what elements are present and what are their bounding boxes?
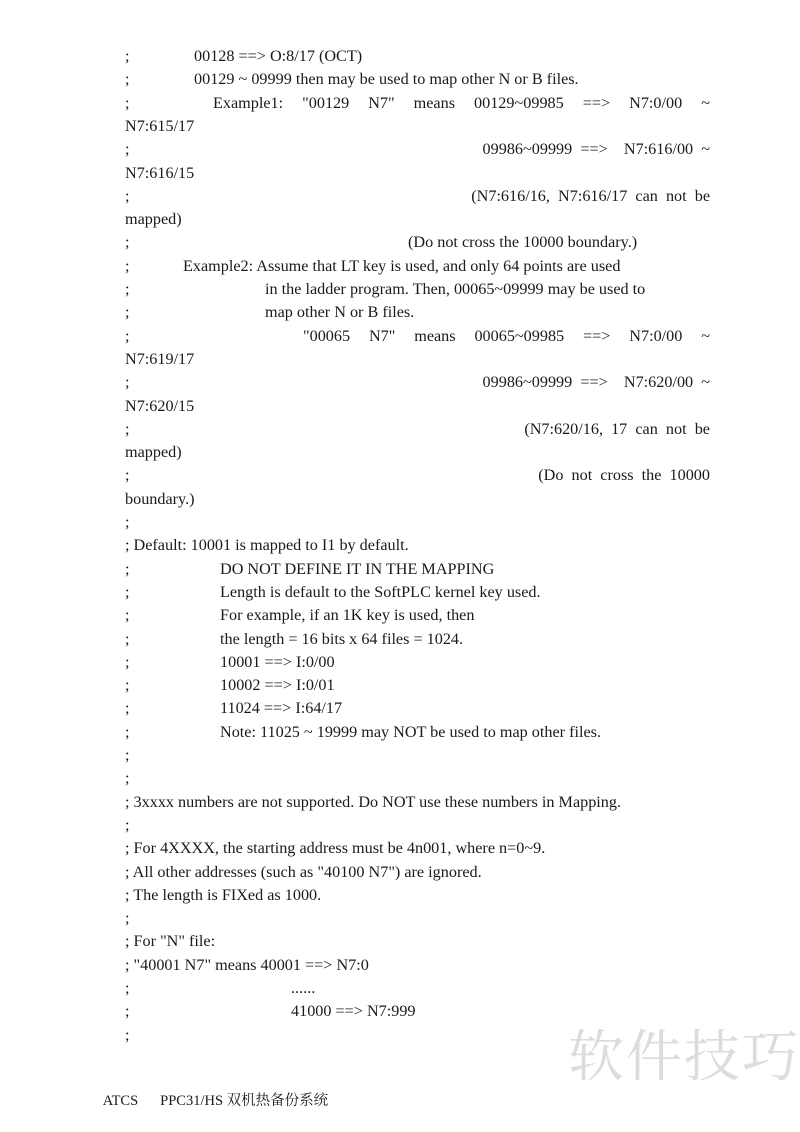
line-text: 00128 ==> O:8/17 (OCT)	[194, 47, 363, 65]
comment-marker: ;	[125, 70, 130, 89]
comment-marker: ;	[125, 419, 130, 438]
comment-marker: ;	[125, 1025, 130, 1044]
text-line	[125, 325, 710, 348]
text-line	[125, 348, 710, 371]
comment-marker: ;	[125, 722, 130, 741]
text-line	[125, 791, 710, 814]
comment-marker: ;	[125, 233, 130, 252]
comment-marker: ;	[125, 513, 130, 531]
text-line	[125, 45, 710, 68]
text-line	[125, 278, 710, 301]
line-text: N7:615/17	[125, 116, 195, 135]
line-text: (Do not cross the 10000	[538, 466, 710, 485]
text-line	[125, 115, 710, 138]
line-text: 09986~09999 ==> N7:620/00 ~	[482, 373, 710, 392]
comment-marker: ;	[125, 606, 130, 625]
text-line	[125, 767, 710, 790]
comment-marker: ;	[125, 582, 130, 601]
comment-marker: ;	[125, 559, 130, 578]
text-line	[125, 418, 710, 441]
line-text: boundary.)	[125, 489, 195, 508]
text-line	[125, 744, 710, 767]
text-line	[125, 558, 710, 581]
comment-marker: ;	[125, 746, 130, 764]
line-text: N7:616/15	[125, 163, 195, 182]
text-line	[125, 395, 710, 418]
comment-marker: ;	[125, 466, 130, 485]
text-line	[125, 488, 710, 511]
comment-marker: ;	[125, 280, 130, 298]
text-line	[125, 255, 710, 278]
line-text: ; "40001 N7" means 40001 ==> N7:0	[125, 955, 369, 974]
comment-marker: ;	[125, 979, 130, 997]
comment-marker: ;	[125, 93, 130, 112]
comment-marker: ;	[125, 1002, 130, 1021]
text-line	[125, 441, 710, 464]
comment-marker: ;	[125, 47, 130, 65]
text-line	[125, 837, 710, 860]
text-line	[125, 464, 710, 487]
comment-marker: ;	[125, 676, 130, 695]
line-text: in the ladder program. Then, 00065~09999 may be used to	[265, 280, 646, 298]
line-text: 00129 ~ 09999 then may be used to map other N or B files.	[194, 70, 579, 89]
line-text: Note: 11025 ~ 19999 may NOT be used to map other files.	[220, 722, 602, 741]
line-text: N7:620/15	[125, 396, 195, 415]
text-line	[125, 138, 710, 161]
text-line	[125, 511, 710, 534]
text-line	[125, 628, 710, 651]
text-line	[125, 92, 710, 115]
line-text: 41000 ==> N7:999	[291, 1002, 416, 1021]
line-text: For example, if an 1K key is used, then	[220, 606, 475, 625]
text-line	[125, 534, 710, 557]
text-line	[125, 977, 710, 1000]
line-text: DO NOT DEFINE IT IN THE MAPPING	[220, 559, 495, 578]
comment-marker: ;	[125, 815, 130, 834]
text-line	[125, 930, 710, 953]
text-line	[125, 185, 710, 208]
line-text: (N7:620/16, 17 can not be	[524, 419, 710, 438]
comment-marker: ;	[125, 629, 130, 648]
line-text: 09986~09999 ==> N7:616/00 ~	[482, 140, 710, 159]
line-text: mapped)	[125, 210, 182, 229]
line-text: ; All other addresses (such as "40100 N7") are ignored.	[125, 862, 482, 881]
text-line	[125, 814, 710, 837]
text-line	[125, 954, 710, 977]
text-line	[125, 651, 710, 674]
line-text: Length is default to the SoftPLC kernel key used.	[220, 582, 541, 601]
line-text: ; Default: 10001 is mapped to I1 by default.	[125, 536, 409, 555]
line-text: 10001 ==> I:0/00	[220, 652, 335, 671]
text-line	[125, 604, 710, 627]
line-text: ; For 4XXXX, the starting address must be 4n001, where n=0~9.	[125, 839, 546, 858]
comment-marker: ;	[125, 326, 130, 345]
comment-marker: ;	[125, 303, 130, 322]
text-line	[125, 697, 710, 720]
comment-marker: ;	[125, 186, 130, 205]
comment-marker: ;	[125, 373, 130, 392]
page-footer	[89, 1072, 328, 1127]
line-text: (N7:616/16, N7:616/17 can not be	[471, 186, 710, 205]
line-text: ; For "N" file:	[125, 932, 216, 951]
line-text: the length = 16 bits x 64 files = 1024.	[220, 629, 464, 648]
line-text: Example2: Assume that LT key is used, and only 64 points are used	[183, 256, 621, 275]
comment-marker: ;	[125, 652, 130, 671]
text-line	[125, 208, 710, 231]
line-text: N7:619/17	[125, 349, 195, 368]
comment-marker: ;	[125, 909, 130, 928]
text-line	[125, 231, 710, 254]
comment-marker: ;	[125, 140, 130, 159]
line-text: ; The length is FIXed as 1000.	[125, 885, 322, 904]
text-line	[125, 861, 710, 884]
text-line	[125, 721, 710, 744]
line-text: "00065 N7" means 00065~09985 ==> N7:0/00 ~	[303, 326, 710, 345]
line-text: ; 3xxxx numbers are not supported. Do NOT use these numbers in Mapping.	[125, 792, 622, 811]
footer-company: ATCS	[102, 1093, 139, 1109]
comment-marker: ;	[125, 256, 130, 275]
text-line	[125, 907, 710, 930]
line-text: (Do not cross the 10000 boundary.)	[408, 233, 638, 252]
line-text: 11024 ==> I:64/17	[220, 699, 343, 718]
watermark: 软件技巧	[568, 1025, 800, 1090]
comment-marker: ;	[125, 769, 130, 788]
text-line	[125, 162, 710, 185]
line-text: ......	[291, 979, 316, 997]
text-line	[125, 301, 710, 324]
text-line	[125, 884, 710, 907]
text-line	[125, 581, 710, 604]
line-text: Example1: "00129 N7" means 00129~09985 ==> N7:0/00 ~	[213, 93, 710, 112]
text-line	[125, 1000, 710, 1023]
footer-title: PPC31/HS 双机热备份系统	[160, 1093, 329, 1109]
comment-marker: ;	[125, 699, 130, 718]
text-line	[125, 68, 710, 91]
line-text: 10002 ==> I:0/01	[220, 676, 335, 695]
text-line	[125, 371, 710, 394]
line-text: map other N or B files.	[265, 303, 415, 322]
text-line	[125, 674, 710, 697]
line-text: mapped)	[125, 443, 182, 462]
